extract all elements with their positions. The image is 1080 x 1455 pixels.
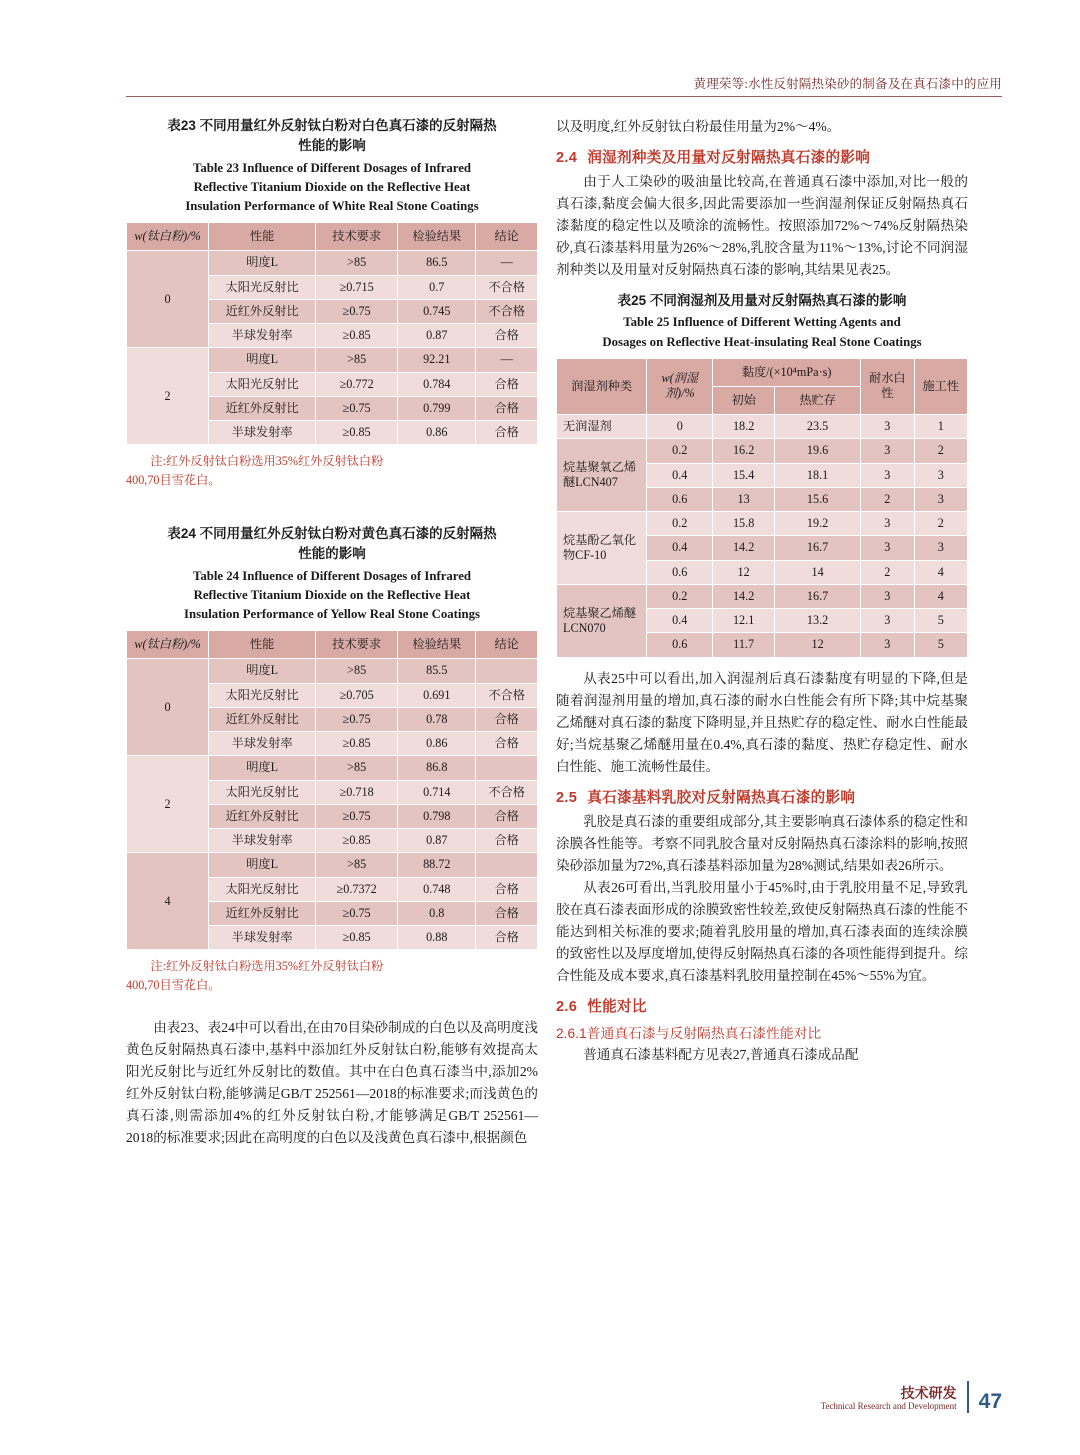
property-cell: 太阳光反射比	[209, 275, 316, 299]
dosage-cell: 0	[127, 659, 209, 756]
property-cell: 近红外反射比	[209, 707, 316, 731]
paragraph-2-6-1: 普通真石漆基料配方见表27,普通真石漆成品配	[583, 1046, 859, 1062]
table23-title-en-line1: Table 23 Influence of Different Dosages of Infrared	[192, 160, 472, 175]
water-whitening-cell: 3	[861, 609, 914, 633]
result-cell: 0.8	[398, 901, 476, 925]
requirement-cell: >85	[316, 853, 398, 877]
table-row	[127, 348, 538, 372]
table25-title-en	[556, 313, 968, 351]
table24-title-en-line1: Table 24 Influence of Different Dosages of Infrared	[192, 568, 472, 583]
table-row	[127, 853, 538, 877]
dosage-cell: 2	[127, 348, 209, 445]
table25-th-dose	[647, 358, 713, 415]
viscosity-initial-cell: 15.8	[713, 512, 775, 536]
table24-title-cn-line1: 表24 不同用量红外反射钛白粉对黄色真石漆的反射隔热	[167, 526, 497, 542]
water-whitening-cell: 3	[861, 512, 914, 536]
water-whitening-cell: 3	[861, 439, 914, 463]
applicability-cell: 5	[914, 609, 967, 633]
conclusion-cell: 合格	[476, 372, 538, 396]
conclusion-cell: 合格	[476, 732, 538, 756]
water-whitening-cell: 3	[861, 463, 914, 487]
result-cell: 0.748	[398, 877, 476, 901]
conclusion-cell: 合格	[476, 421, 538, 445]
dosage-cell: 0.6	[647, 560, 713, 584]
conclusion-cell: 不合格	[476, 299, 538, 323]
table25-th-agent: 润湿剂种类	[557, 358, 647, 415]
conclusion-cell: 合格	[476, 707, 538, 731]
section-2-6-heading	[556, 995, 968, 1016]
viscosity-stored-cell: 13.2	[775, 609, 861, 633]
table24-th-dose-label: w(钛白粉)/%	[134, 637, 201, 652]
conclusion-cell	[476, 756, 538, 780]
property-cell: 明度L	[209, 251, 316, 275]
requirement-cell: ≥0.7372	[316, 877, 398, 901]
property-cell: 太阳光反射比	[209, 683, 316, 707]
water-whitening-cell: 2	[861, 487, 914, 511]
table23-th-prop: 性能	[209, 223, 316, 251]
section-2-4-number: 2.4	[556, 150, 578, 167]
result-cell: 0.78	[398, 707, 476, 731]
result-cell: 0.798	[398, 804, 476, 828]
left-paragraph-1: 由表23、表24中可以看出,在由70目染砂制成的白色以及高明度浅黄色反射隔热真石漆中,基料中添加红外反射钛白粉,能够有效提高太阳光反射比与近红外反射比的数值。其中在白色真石漆当中,添加2%红外反射钛白粉,能够满足GB/T 252561—2018的标准要求;而浅黄色的真石漆,则需添加4%的红外反射钛白粉,才能够满足GB/T 252561—2018的标准要求;因此在高明度的白色以及浅黄色真石漆中,根据颜色	[126, 1020, 538, 1146]
conclusion-cell: 不合格	[476, 683, 538, 707]
requirement-cell: ≥0.85	[316, 421, 398, 445]
water-whitening-cell: 3	[861, 633, 914, 657]
table23-th-dose-label: w(钛白粉)/%	[134, 229, 201, 244]
applicability-cell: 4	[914, 560, 967, 584]
table24-th-req: 技术要求	[316, 631, 398, 659]
water-whitening-cell: 2	[861, 560, 914, 584]
table24-th-prop: 性能	[209, 631, 316, 659]
result-cell: 86.5	[398, 251, 476, 275]
section-2-6-title: 性能对比	[587, 998, 647, 1015]
footer-divider	[967, 1381, 969, 1413]
dosage-cell: 2	[127, 756, 209, 853]
section-2-6-number: 2.6	[556, 998, 578, 1015]
property-cell: 太阳光反射比	[209, 780, 316, 804]
section-2-6-1-title: 普通真石漆与反射隔热真石漆性能对比	[586, 1025, 822, 1041]
table23-title-cn	[126, 116, 538, 157]
requirement-cell: ≥0.75	[316, 396, 398, 420]
left-column	[126, 116, 538, 1149]
property-cell: 明度L	[209, 659, 316, 683]
table23-note	[126, 452, 538, 490]
conclusion-cell	[476, 853, 538, 877]
section-2-6-1-heading	[556, 1022, 968, 1042]
result-cell: 86.8	[398, 756, 476, 780]
requirement-cell: ≥0.715	[316, 275, 398, 299]
property-cell: 太阳光反射比	[209, 877, 316, 901]
table23-th-dose	[127, 223, 209, 251]
table25-title-en-line1: Table 25 Influence of Different Wetting Agents and	[623, 315, 901, 330]
table25-th-visc-stored: 热贮存	[775, 386, 861, 414]
requirement-cell: ≥0.705	[316, 683, 398, 707]
viscosity-initial-cell: 12.1	[713, 609, 775, 633]
property-cell: 近红外反射比	[209, 396, 316, 420]
table25-body	[557, 415, 968, 658]
conclusion-cell: —	[476, 251, 538, 275]
conclusion-cell: 合格	[476, 926, 538, 950]
table24-body	[127, 659, 538, 950]
table-row	[127, 251, 538, 275]
right-column	[556, 116, 968, 1066]
section-2-4-heading	[556, 146, 968, 167]
section-2-4-title: 润湿剂种类及用量对反射隔热真石漆的影响	[587, 150, 871, 167]
footer-brand-en: Technical Research and Development	[820, 1401, 957, 1412]
table23-title-cn-line1: 表23 不同用量红外反射钛白粉对白色真石漆的反射隔热	[167, 118, 497, 133]
table-row	[557, 415, 968, 439]
table-row	[127, 659, 538, 683]
requirement-cell: ≥0.75	[316, 804, 398, 828]
right-paragraph-top: 以及明度,红外反射钛白粉最佳用量为2%～4%。	[556, 119, 841, 134]
table23-header-row	[127, 223, 538, 251]
requirement-cell: ≥0.718	[316, 780, 398, 804]
result-cell: 0.799	[398, 396, 476, 420]
header-rule	[126, 96, 1002, 97]
viscosity-initial-cell: 12	[713, 560, 775, 584]
result-cell: 0.88	[398, 926, 476, 950]
table25-title-cn: 表25 不同润湿剂及用量对反射隔热真石漆的影响	[617, 293, 907, 309]
property-cell: 半球发射率	[209, 732, 316, 756]
table24-note-line2: 400,70目雪花白。	[126, 978, 221, 993]
result-cell: 0.691	[398, 683, 476, 707]
wetting-agent-cell: 烷基聚氧乙烯醚LCN407	[557, 439, 647, 512]
dosage-cell: 0.4	[647, 536, 713, 560]
result-cell: 88.72	[398, 853, 476, 877]
table25-block	[556, 291, 968, 658]
table24-th-result: 检验结果	[398, 631, 476, 659]
property-cell: 明度L	[209, 348, 316, 372]
viscosity-stored-cell: 16.7	[775, 536, 861, 560]
applicability-cell: 3	[914, 463, 967, 487]
property-cell: 半球发射率	[209, 421, 316, 445]
table-row	[557, 512, 968, 536]
requirement-cell: ≥0.75	[316, 901, 398, 925]
page-number: 47	[978, 1390, 1002, 1413]
table-row	[557, 439, 968, 463]
applicability-cell: 3	[914, 536, 967, 560]
table24-note	[126, 957, 538, 995]
page-footer	[821, 1381, 1002, 1413]
table23-th-req: 技术要求	[316, 223, 398, 251]
viscosity-initial-cell: 15.4	[713, 463, 775, 487]
property-cell: 近红外反射比	[209, 901, 316, 925]
table23-title-en-line2: Reflective Titanium Dioxide on the Reflective Heat	[193, 179, 471, 194]
paragraph-2-4: 由于人工染砂的吸油量比较高,在普通真石漆中添加,对比一般的真石漆,黏度会偏大很多,因此需要添加一些润湿剂保证反射隔热真石漆黏度的稳定性以及喷涂的流畅性。按照添加72%～74%反射隔热染砂,真石漆基料用量为26%～28%,乳胶含量为11%～13%,讨论不同润湿剂种类以及用量对反射隔热真石漆的影响,其结果见表25。	[556, 174, 968, 278]
result-cell: 0.745	[398, 299, 476, 323]
requirement-cell: ≥0.75	[316, 707, 398, 731]
viscosity-initial-cell: 13	[713, 487, 775, 511]
table25	[556, 358, 968, 658]
table23-note-line2: 400,70目雪花白。	[126, 473, 221, 488]
footer-brand	[821, 1385, 957, 1413]
conclusion-cell: 合格	[476, 877, 538, 901]
requirement-cell: ≥0.85	[316, 829, 398, 853]
dosage-cell: 0.4	[647, 609, 713, 633]
table24-note-line1: 注:红外反射钛白粉选用35%红外反射钛白粉	[150, 959, 384, 974]
conclusion-cell: 合格	[476, 901, 538, 925]
result-cell: 0.87	[398, 324, 476, 348]
viscosity-stored-cell: 15.6	[775, 487, 861, 511]
viscosity-stored-cell: 19.2	[775, 512, 861, 536]
dosage-cell: 0.2	[647, 512, 713, 536]
section-2-5-number: 2.5	[556, 789, 578, 806]
table24	[126, 630, 538, 950]
requirement-cell: ≥0.85	[316, 324, 398, 348]
table23-title-cn-line2: 性能的影响	[298, 138, 366, 154]
applicability-cell: 5	[914, 633, 967, 657]
table24-header-row	[127, 631, 538, 659]
conclusion-cell: —	[476, 348, 538, 372]
viscosity-initial-cell: 14.2	[713, 536, 775, 560]
table23-block	[126, 116, 538, 490]
applicability-cell: 3	[914, 487, 967, 511]
dosage-cell: 0.6	[647, 633, 713, 657]
property-cell: 半球发射率	[209, 829, 316, 853]
viscosity-initial-cell: 16.2	[713, 439, 775, 463]
requirement-cell: ≥0.85	[316, 732, 398, 756]
requirement-cell: ≥0.772	[316, 372, 398, 396]
table25-th-visc-initial: 初始	[713, 386, 775, 414]
conclusion-cell: 合格	[476, 396, 538, 420]
table23-body	[127, 251, 538, 445]
result-cell: 0.87	[398, 829, 476, 853]
conclusion-cell	[476, 659, 538, 683]
dosage-cell: 0.6	[647, 487, 713, 511]
viscosity-stored-cell: 14	[775, 560, 861, 584]
result-cell: 0.86	[398, 732, 476, 756]
table25-title-en-line2: Dosages on Reflective Heat-insulating Real Stone Coatings	[602, 334, 922, 349]
requirement-cell: >85	[316, 348, 398, 372]
result-cell: 0.7	[398, 275, 476, 299]
wetting-agent-cell: 无润湿剂	[557, 415, 647, 439]
property-cell: 明度L	[209, 756, 316, 780]
result-cell: 0.784	[398, 372, 476, 396]
property-cell: 近红外反射比	[209, 804, 316, 828]
conclusion-cell: 合格	[476, 804, 538, 828]
table23-th-concl: 结论	[476, 223, 538, 251]
dosage-cell: 4	[127, 853, 209, 950]
table25-th-apply: 施工性	[914, 358, 967, 415]
requirement-cell: ≥0.85	[316, 926, 398, 950]
table25-header-row-1	[557, 358, 968, 386]
water-whitening-cell: 3	[861, 584, 914, 608]
result-cell: 0.86	[398, 421, 476, 445]
table24-title-en-line2: Reflective Titanium Dioxide on the Reflective Heat	[193, 587, 471, 602]
table23-note-line1: 注:红外反射钛白粉选用35%红外反射钛白粉	[150, 454, 384, 469]
section-2-5-heading	[556, 786, 968, 807]
property-cell: 半球发射率	[209, 324, 316, 348]
viscosity-initial-cell: 11.7	[713, 633, 775, 657]
applicability-cell: 4	[914, 584, 967, 608]
viscosity-initial-cell: 18.2	[713, 415, 775, 439]
viscosity-stored-cell: 12	[775, 633, 861, 657]
dosage-cell: 0.4	[647, 463, 713, 487]
conclusion-cell: 不合格	[476, 275, 538, 299]
result-cell: 0.714	[398, 780, 476, 804]
table23	[126, 222, 538, 445]
section-2-6-1-number: 2.6.1	[556, 1025, 587, 1041]
property-cell: 太阳光反射比	[209, 372, 316, 396]
viscosity-stored-cell: 19.6	[775, 439, 861, 463]
footer-brand-cn: 技术研发	[900, 1384, 957, 1401]
section-2-5-title: 真石漆基料乳胶对反射隔热真石漆的影响	[587, 789, 856, 806]
requirement-cell: ≥0.75	[316, 299, 398, 323]
wetting-agent-cell: 烷基酚乙氧化物CF-10	[557, 512, 647, 585]
table23-title-en-line3: Insulation Performance of White Real Stone Coatings	[185, 198, 479, 213]
conclusion-cell: 合格	[476, 324, 538, 348]
applicability-cell: 1	[914, 415, 967, 439]
conclusion-cell: 合格	[476, 829, 538, 853]
paragraph-2-5: 乳胶是真石漆的重要组成部分,其主要影响真石漆体系的稳定性和涂膜各性能等。考察不同乳胶含量对反射隔热真石漆涂料的影响,按照染砂添加量为72%,真石漆基料添加量为28%测试,结果如表26所示。	[556, 813, 968, 873]
table24-title-en	[126, 567, 538, 625]
table24-block	[126, 524, 538, 995]
running-header: 黄理荣等:水性反射隔热染砂的制备及在真石漆中的应用	[693, 77, 1002, 91]
conclusion-cell: 不合格	[476, 780, 538, 804]
applicability-cell: 2	[914, 439, 967, 463]
dosage-cell: 0.2	[647, 439, 713, 463]
result-cell: 85.5	[398, 659, 476, 683]
water-whitening-cell: 3	[861, 415, 914, 439]
viscosity-stored-cell: 16.7	[775, 584, 861, 608]
requirement-cell: >85	[316, 756, 398, 780]
property-cell: 近红外反射比	[209, 299, 316, 323]
dosage-cell: 0	[647, 415, 713, 439]
viscosity-initial-cell: 14.2	[713, 584, 775, 608]
dosage-cell: 0.2	[647, 584, 713, 608]
paragraph-after-table26: 从表26可看出,当乳胶用量小于45%时,由于乳胶用量不足,导致乳胶在真石漆表面形成的涂膜致密性较差,致使反射隔热真石漆的性能不能达到相关标准的要求;随着乳胶用量的增加,真石漆表面的连续涂膜的致密性以及厚度增加,使得反射隔热真石漆的各项性能得到提升。综合性能及成本要求,真石漆基料乳胶用量控制在45%～55%为宜。	[556, 879, 968, 983]
property-cell: 明度L	[209, 853, 316, 877]
requirement-cell: >85	[316, 251, 398, 275]
property-cell: 半球发射率	[209, 926, 316, 950]
table23-th-result: 检验结果	[398, 223, 476, 251]
table25-th-dose-label: w(润湿剂)/%	[661, 371, 699, 401]
table-row	[557, 584, 968, 608]
applicability-cell: 2	[914, 512, 967, 536]
requirement-cell: >85	[316, 659, 398, 683]
result-cell: 92.21	[398, 348, 476, 372]
dosage-cell: 0	[127, 251, 209, 348]
water-whitening-cell: 3	[861, 536, 914, 560]
viscosity-stored-cell: 23.5	[775, 415, 861, 439]
paragraph-after-table25: 从表25中可以看出,加入润湿剂后真石漆黏度有明显的下降,但是随着润湿剂用量的增加,真石漆的耐水白性能会有所下降;其中烷基聚乙烯醚对真石漆的黏度下降明显,并且热贮存的稳定性、耐水白性能最好;当烷基聚乙烯醚用量在0.4%,真石漆的黏度、热贮存稳定性、耐水白性能、施工流畅性最佳。	[556, 670, 968, 774]
table24-title-en-line3: Insulation Performance of Yellow Real Stone Coatings	[184, 607, 480, 621]
table24-th-dose	[127, 631, 209, 659]
table24-title-cn	[126, 524, 538, 565]
table24-title-cn-line2: 性能的影响	[298, 546, 366, 562]
viscosity-stored-cell: 18.1	[775, 463, 861, 487]
table-row	[127, 756, 538, 780]
table25-th-viscosity: 黏度/(×10⁴mPa·s)	[713, 358, 861, 386]
table24-th-concl: 结论	[476, 631, 538, 659]
wetting-agent-cell: 烷基聚乙烯醚LCN070	[557, 584, 647, 657]
table23-title-en	[126, 159, 538, 217]
table25-th-water: 耐水白性	[861, 358, 914, 415]
